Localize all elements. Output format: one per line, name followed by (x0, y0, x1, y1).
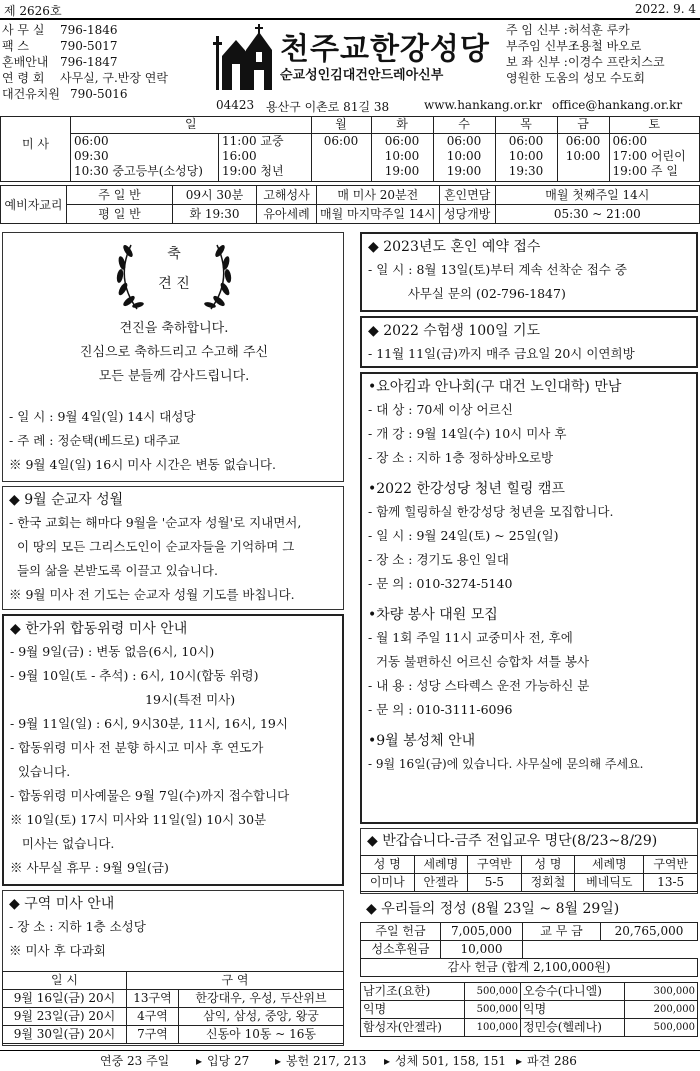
donation-amount: 100,000 (465, 1019, 521, 1037)
section-title: ◆ 우리들의 정성 (8월 23일 ~ 8월 29일) (366, 901, 620, 917)
body-line: 들의 삶을 본받도록 이끌고 있습니다. (9, 563, 218, 578)
body-line: 있습니다. (10, 764, 71, 779)
entrance-hymn: 입당 27 (207, 1054, 250, 1068)
cell: 평 일 반 (67, 205, 173, 224)
cell: 09시 30분 (173, 186, 257, 205)
church-logo (210, 20, 500, 96)
wednesday-times (433, 134, 495, 182)
wreath-top-text: 축 (167, 246, 181, 262)
clergy-name: 허석훈 루카 (568, 23, 630, 37)
body-line: - 문 의 : 010-3111-6096 (368, 702, 513, 717)
table-header-row (361, 856, 698, 874)
donation-amount: 500,000 (625, 1019, 698, 1037)
mass-time: 11:00 교중 (222, 134, 284, 148)
mass-times-row (1, 134, 700, 182)
arrow-icon: ▸ (384, 1054, 391, 1068)
section-title: •요아킴과 안나회(구 대건 노인대학) 만남 (368, 379, 622, 395)
section-title: ◆ 9월 순교자 성월 (9, 492, 124, 508)
body-line: 이 땅의 모든 그리스도인이 순교자들을 기억하며 그 (9, 539, 295, 554)
clergy-list (506, 22, 698, 86)
body-line: - 함께 힐링하실 한강성당 청년을 모집합니다. (368, 504, 614, 519)
arrow-icon: ▸ (196, 1054, 203, 1068)
address-line (0, 98, 700, 114)
mass-schedule-table (0, 116, 700, 182)
body-line: - 대 상 : 70세 이상 어르신 (368, 402, 513, 417)
wedding-reservation-box (360, 232, 698, 312)
issue-bar (0, 0, 700, 18)
cell: 05:30 ~ 21:00 (495, 205, 699, 224)
sacrament-row (1, 186, 700, 205)
contact-label: 사 무 실 (2, 23, 45, 37)
donor-name: 정민승(헬레나) (521, 1019, 625, 1037)
detail-line: ※ 9월 4일(일) 16시 미사 시간은 변동 없습니다. (9, 457, 276, 472)
column-header: 세례명 (575, 856, 644, 874)
contact-row (2, 54, 207, 70)
body-line: - 일 시 : 9월 24일(토) ~ 25일(일) (368, 528, 559, 543)
mass-days-row (1, 117, 700, 134)
donor-name: 오승수(다니엘) (521, 983, 625, 1001)
table-cell: 신동아 10동 ~ 16동 (179, 1026, 344, 1044)
body-line: - 내 용 : 성당 스타렉스 운전 가능하신 분 (368, 678, 590, 693)
table-cell: 안젤라 (414, 874, 468, 892)
body-line: - 장 소 : 지하 1층 정하상바오로방 (368, 450, 554, 465)
cell: 혼인면담 (439, 186, 495, 205)
table-row (3, 1008, 344, 1026)
section-title: ◆ 2023년도 혼인 예약 접수 (368, 239, 541, 255)
mass-time: 19:00 (446, 164, 482, 178)
detail-line: - 주 례 : 정순택(베드로) 대주교 (9, 433, 180, 448)
body-line: ※ 10일(토) 17시 미사와 11일(일) 10시 30분 (10, 812, 267, 827)
congregation-name: 영원한 도움의 성모 수도회 (506, 71, 645, 85)
body-line: 거동 불편하신 어르신 승합차 셔틀 봉사 (368, 654, 590, 669)
cell: 유아세례 (257, 205, 317, 224)
mass-time: 10:00 (565, 149, 601, 163)
body-line: - 합동위령 미사예물은 9월 7일(수)까지 접수합니다 (10, 788, 290, 803)
congrats-details (9, 405, 276, 477)
table-cell: 20,765,000 (601, 923, 698, 941)
contact-value: 796-1847 (60, 55, 118, 69)
congrats-line: 진심으로 축하드리고 수고해 주신 (79, 345, 269, 360)
contact-row (2, 22, 207, 38)
congrats-line: 모든 분들께 감사드립니다. (98, 369, 250, 384)
contact-value: 사무실, 구.반장 연락 (60, 71, 168, 85)
mass-time: 06:00 (74, 134, 109, 148)
contact-label: 대건유치원 (2, 87, 60, 101)
mass-time: 06:00 (612, 134, 648, 148)
exam-prayer-box (360, 316, 698, 368)
chuseok-mass-box (2, 614, 344, 886)
mass-time: 06:00 (508, 134, 544, 148)
section-title: ◆ 한가위 합동위령 미사 안내 (10, 621, 188, 637)
contact-list (2, 22, 207, 102)
community-notice-box (360, 372, 698, 824)
mass-label-text: 미 사 (22, 137, 49, 151)
email-link[interactable]: office@hankang.or.kr (552, 98, 683, 112)
church-title: 천주교한강성당 (280, 32, 490, 67)
thanks-offering-table (360, 982, 698, 1037)
offertory-hymn: 봉헌 217, 213 (286, 1054, 367, 1068)
table-cell: 9월 23일(금) 20시 (3, 1008, 127, 1026)
mass-label (1, 117, 71, 182)
table-row (3, 990, 344, 1008)
catechumen-label: 예비자교리 (1, 186, 67, 224)
communion-hymn: 성체 501, 158, 151 (395, 1054, 506, 1068)
clergy-row (506, 22, 698, 38)
table-cell: 삼익, 삼성, 중앙, 왕궁 (179, 1008, 344, 1026)
dismissal-hymn: 파견 286 (527, 1054, 577, 1068)
offering-table (360, 922, 698, 977)
body-line: - 합동위령 미사 전 분향 하시고 미사 후 연도가 (10, 740, 264, 755)
contact-label: 혼배안내 (2, 55, 49, 69)
church-building-icon (212, 22, 274, 92)
clergy-name: 이경수 프란치스코 (568, 55, 665, 69)
table-cell: 성소후원금 (361, 941, 441, 959)
table-cell: 5-5 (468, 874, 522, 892)
table-row (361, 983, 698, 1001)
cell: 주 일 반 (67, 186, 173, 205)
donation-amount: 500,000 (465, 983, 521, 1001)
body-line: - 9월 10일(토 - 추석) : 6시, 10시(합동 위령) (10, 668, 259, 683)
body-line: - 장 소 : 지하 1층 소성당 (9, 919, 146, 934)
contact-row (2, 70, 207, 86)
mass-time: 10:30 중고등부(소성당) (74, 164, 203, 178)
mass-time: 06:00 (565, 134, 601, 148)
column-header: 일 시 (3, 972, 127, 990)
body-line: - 9월 16일(금)에 있습니다. 사무실에 문의해 주세요. (368, 757, 644, 771)
clergy-name: 조용철 바오로 (568, 39, 642, 53)
table-header-row (3, 972, 344, 990)
table-cell: 정회철 (521, 874, 575, 892)
mass-time: 19:00 (384, 164, 420, 178)
clergy-label: 보 좌 신부 : (506, 55, 568, 69)
table-cell: 교 무 금 (523, 923, 601, 941)
issue-number: 제 2626호 (4, 4, 62, 18)
contact-label: 연 령 회 (2, 71, 45, 85)
mass-time: 17:00 어린이 (612, 149, 686, 163)
clergy-row (506, 54, 698, 70)
arrow-icon: ▸ (516, 1054, 523, 1068)
table-row (361, 1001, 698, 1019)
section-title: ◆ 반갑습니다-금주 전입교우 명단(8/23~8/29) (367, 833, 658, 849)
cell: 고해성사 (257, 186, 317, 205)
table-row (361, 923, 698, 941)
body-line: ※ 9월 미사 전 기도는 순교자 성월 기도를 바칩니다. (9, 587, 295, 602)
sacrament-table (0, 185, 700, 224)
table-cell: 한강대우, 우성, 두산위브 (179, 990, 344, 1008)
table-row (3, 1026, 344, 1044)
day-saturday: 토 (609, 117, 699, 134)
donor-name: 남기조(요한) (361, 983, 465, 1001)
donor-name: 함성자(안젤라) (361, 1019, 465, 1037)
street-address: 용산구 이촌로 81길 38 (266, 100, 390, 114)
arrow-icon: ▸ (275, 1054, 282, 1068)
congrats-line: 견진을 축하합니다. (119, 321, 229, 336)
contact-label: 팩 스 (2, 39, 29, 53)
body-line: 사무실 문의 (02-796-1847) (368, 286, 566, 301)
mass-time: 10:00 (508, 149, 544, 163)
body-line: - 일 시 : 8월 13일(토)부터 계속 선착순 접수 중 (368, 262, 627, 277)
contact-value: 790-5017 (60, 39, 118, 53)
table-cell: 7구역 (127, 1026, 179, 1044)
newcomers-table (360, 855, 698, 892)
body-line: - 문 의 : 010-3274-5140 (368, 576, 513, 591)
thanks-header: 감사 헌금 (합계 2,100,000원) (361, 959, 698, 977)
body-line: ※ 미사 후 다과회 (9, 943, 106, 958)
contact-row (2, 38, 207, 54)
mass-time: 06:00 (323, 134, 359, 148)
column-header: 성 명 (521, 856, 575, 874)
hymn-footer (0, 1050, 700, 1071)
table-cell: 13구역 (127, 990, 179, 1008)
liturgical-week: 연중 23 주일 (100, 1054, 170, 1068)
cell: 매 미사 20분전 (317, 186, 440, 205)
mass-time: 10:00 (446, 149, 482, 163)
day-tuesday: 화 (371, 117, 433, 134)
column-header: 구역반 (644, 856, 698, 874)
friday-times (557, 134, 609, 182)
mass-time: 19:00 주 일 (612, 164, 678, 178)
table-cell: 7,005,000 (441, 923, 523, 941)
sunday-times-a (71, 134, 219, 182)
table-cell: 4구역 (127, 1008, 179, 1026)
day-wednesday: 수 (433, 117, 495, 134)
postal-code: 04423 (216, 98, 255, 112)
column-header: 구역반 (468, 856, 522, 874)
mass-time: 06:00 (446, 134, 482, 148)
body-line: - 9월 11일(일) : 6시, 9시30분, 11시, 16시, 19시 (10, 716, 288, 731)
clergy-label: 주 임 신부 : (506, 23, 568, 37)
monday-times (311, 134, 371, 182)
sacrament-row (1, 205, 700, 224)
section-title: •차량 봉사 대원 모집 (368, 607, 498, 623)
website-link[interactable]: www.hankang.or.kr (424, 98, 542, 112)
body-line: - 장 소 : 경기도 용인 일대 (368, 552, 509, 567)
martyrs-month-box (2, 486, 344, 610)
column-header: 세례명 (414, 856, 468, 874)
table-cell-empty (523, 941, 698, 959)
clergy-row (506, 38, 698, 54)
contact-value: 790-5016 (70, 87, 128, 101)
body-line: - 11월 11일(금)까지 매주 금요일 20시 이연희방 (368, 346, 635, 361)
newcomers-box (360, 828, 698, 894)
confirmation-box (2, 232, 344, 482)
district-schedule-table (2, 971, 344, 1044)
table-row (361, 1019, 698, 1037)
cell: 화 19:30 (173, 205, 257, 224)
table-row (361, 941, 698, 959)
mass-time: 10:00 (384, 149, 420, 163)
section-title: ◆ 2022 수험생 100일 기도 (368, 323, 541, 339)
congrats-message (3, 317, 345, 389)
day-thursday: 목 (495, 117, 557, 134)
saturday-times (609, 134, 699, 182)
cell: 매월 마지막주일 14시 (317, 205, 440, 224)
contact-value: 796-1846 (60, 23, 118, 37)
mass-time: 19:30 (508, 164, 544, 178)
offering-section (360, 898, 698, 1046)
church-subtitle: 순교성인김대건안드레아신부 (280, 68, 444, 83)
mass-time: 19:00 청년 (222, 164, 284, 178)
section-title: •9월 봉성체 안내 (368, 733, 476, 749)
cell: 성당개방 (439, 205, 495, 224)
issue-date: 2022. 9. 4 (634, 2, 696, 16)
tuesday-times (371, 134, 433, 182)
table-cell: 9월 30일(금) 20시 (3, 1026, 127, 1044)
body-line: ※ 사무실 휴무 : 9월 9일(금) (10, 860, 169, 875)
table-row (361, 959, 698, 977)
day-sunday: 일 (71, 117, 312, 134)
clergy-row (506, 70, 698, 86)
body-line: - 월 1회 주일 11시 교중미사 전, 후에 (368, 630, 573, 645)
day-monday: 월 (311, 117, 371, 134)
column-header: 성 명 (361, 856, 415, 874)
mass-time: 06:00 (384, 134, 420, 148)
donor-name: 익명 (521, 1001, 625, 1019)
table-cell: 9월 16일(금) 20시 (3, 990, 127, 1008)
column-header: 구 역 (127, 972, 344, 990)
day-friday: 금 (557, 117, 609, 134)
table-cell: 10,000 (441, 941, 523, 959)
body-line: 미사는 없습니다. (10, 836, 115, 851)
wreath-bottom-text: 견 진 (158, 276, 190, 292)
clergy-label: 부주임 신부 : (506, 39, 576, 53)
section-title: ◆ 구역 미사 안내 (9, 896, 115, 912)
table-row (361, 874, 698, 892)
cell: 매월 첫째주일 14시 (495, 186, 699, 205)
table-cell: 이미나 (361, 874, 415, 892)
donation-amount: 500,000 (465, 1001, 521, 1019)
detail-line: - 일 시 : 9월 4일(일) 14시 대성당 (9, 409, 196, 424)
section-title: •2022 한강성당 청년 힐링 캠프 (368, 481, 565, 497)
body-line: 19시(특전 미사) (10, 692, 236, 707)
body-line: - 개 강 : 9월 14일(수) 10시 미사 후 (368, 426, 567, 441)
mass-time: 09:30 (74, 149, 109, 163)
donor-name: 익명 (361, 1001, 465, 1019)
body-line: - 한국 교회는 해마다 9월을 '순교자 성월'로 지내면서, (9, 515, 302, 530)
donation-amount: 200,000 (625, 1001, 698, 1019)
district-mass-box (2, 890, 344, 1046)
body-line: - 9월 9일(금) : 변동 없음(6시, 10시) (10, 644, 215, 659)
donation-amount: 300,000 (625, 983, 698, 1001)
table-cell: 베네딕도 (575, 874, 644, 892)
mass-time: 16:00 (222, 149, 257, 163)
thursday-times (495, 134, 557, 182)
table-cell: 13-5 (644, 874, 698, 892)
sunday-times-b (219, 134, 312, 182)
table-cell: 주일 헌금 (361, 923, 441, 941)
